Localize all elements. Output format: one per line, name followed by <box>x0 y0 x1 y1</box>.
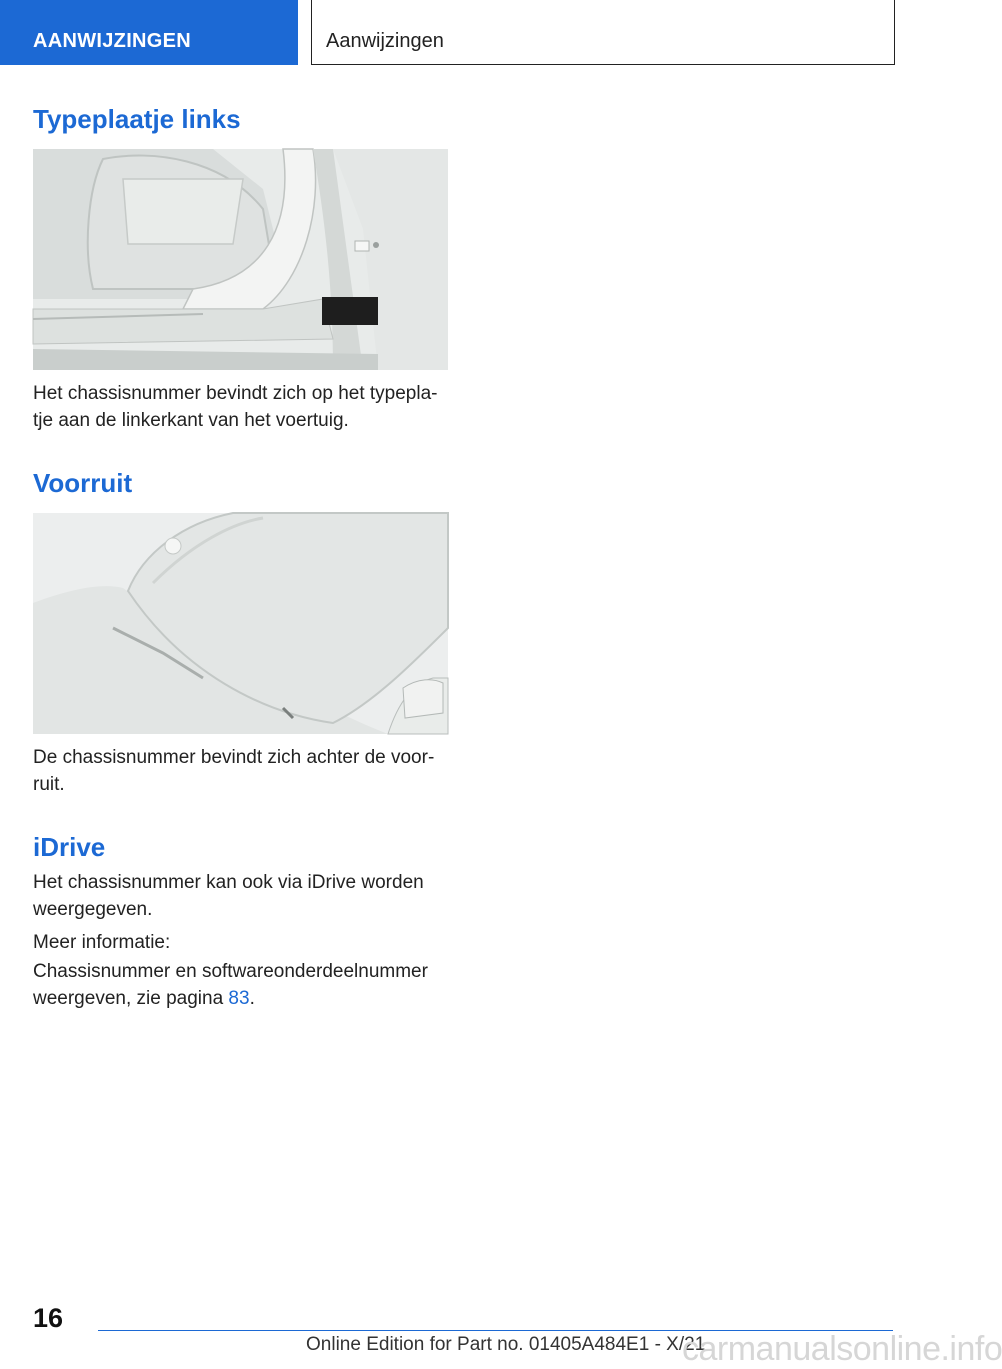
more-info-reference <box>33 958 453 1012</box>
heading-nameplate: Typeplaatje links <box>33 104 241 134</box>
page-number: 16 <box>33 1303 64 1333</box>
chapter-header <box>311 0 895 65</box>
page-reference-link[interactable]: 83 <box>228 988 250 1009</box>
section-tab-label: AANWIJZINGEN <box>33 30 192 52</box>
idrive-text: Het chassisnummer kan ook via iDrive worden weergegeven. <box>33 872 424 920</box>
section-tab <box>0 0 298 65</box>
heading-windshield: Voorruit <box>33 468 133 498</box>
more-info-label: Meer informatie: <box>33 932 171 953</box>
nameplate-text: Het chassisnummer bevindt zich op het typepla-tje aan de linkerkant van het voertuig. <box>33 383 438 431</box>
reference-suffix: . <box>249 988 255 1009</box>
watermark: carmanualsonline.info <box>682 1330 1002 1368</box>
reference-text: Chassisnummer en softwareonderdeelnummer weergeven, zie pagina <box>33 961 428 1009</box>
windshield-illustration <box>33 513 448 734</box>
edition-info: Online Edition for Part no. 01405A484E1 - X/21 <box>306 1334 706 1355</box>
heading-idrive: iDrive <box>33 832 106 862</box>
windshield-text: De chassisnummer bevindt zich achter de voor-ruit. <box>33 747 435 795</box>
chapter-title: Aanwijzingen <box>326 30 444 52</box>
nameplate-illustration <box>33 149 448 370</box>
